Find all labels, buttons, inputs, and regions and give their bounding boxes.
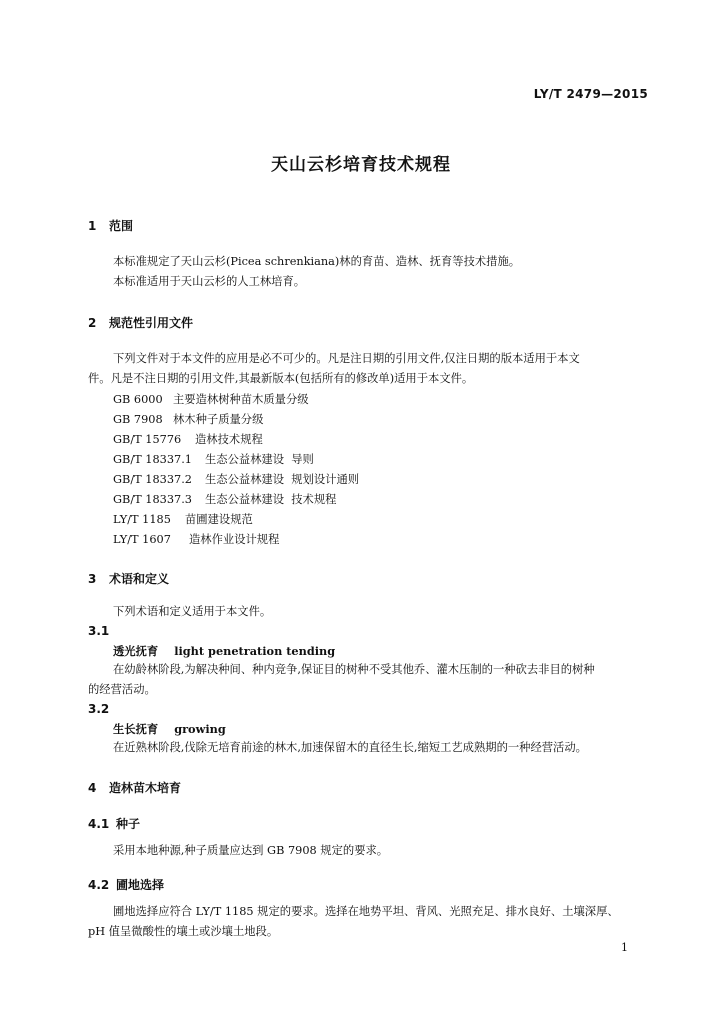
reference-title: 生态公益林建设 导则 [205, 453, 314, 466]
reference-item [113, 471, 359, 487]
paragraph: 件。凡是不注日期的引用文件,其最新版本(包括所有的修改单)适用于本文件。 [88, 372, 474, 385]
term-name-en: growing [174, 722, 226, 736]
subsection-title: 圃地选择 [116, 878, 165, 892]
term-definition: 在幼龄林阶段,为解决种间、种内竞争,保证目的树种不受其他乔、灌木压制的一种砍去非目的树种 [113, 663, 595, 676]
term-name-en: light penetration tending [174, 644, 336, 658]
reference-item [113, 451, 314, 467]
term-name-zh: 生长抚育 [113, 722, 159, 736]
term-name [113, 643, 335, 659]
subsection-title: 种子 [116, 817, 141, 831]
paragraph: 采用本地种源,种子质量应达到 GB 7908 规定的要求。 [113, 844, 389, 857]
section-4-heading [88, 779, 181, 796]
term-definition: 在近熟林阶段,伐除无培育前途的林木,加速保留木的直径生长,缩短工艺成熟期的一种经营活动。 [113, 741, 587, 754]
section-number: 4 [88, 781, 97, 795]
section-number: 3 [88, 572, 97, 586]
section-2-heading [88, 314, 193, 331]
term-number: 3.1 [88, 624, 110, 638]
section-number: 2 [88, 316, 97, 330]
term-name-zh: 透光抚育 [113, 644, 159, 658]
paragraph: 下列文件对于本文件的应用是必不可少的。凡是注日期的引用文件,仅注日期的版本适用于本文 [113, 352, 580, 365]
section-3-heading [88, 570, 169, 587]
section-number: 1 [88, 219, 97, 233]
reference-code: GB/T 18337.2 [113, 473, 192, 486]
reference-title: 苗圃建设规范 [185, 513, 253, 526]
reference-title: 造林作业设计规程 [189, 533, 280, 546]
reference-title: 生态公益林建设 规划设计通则 [205, 473, 360, 486]
reference-item [113, 511, 253, 527]
document-title: 天山云杉培育技术规程 [271, 155, 451, 175]
reference-title: 造林技术规程 [195, 433, 263, 446]
reference-code: GB/T 15776 [113, 433, 182, 446]
reference-item [113, 491, 336, 507]
subsection-number: 4.2 [88, 878, 110, 892]
standard-code: LY/T 2479—2015 [533, 87, 648, 101]
reference-code: GB 7908 [113, 413, 163, 426]
section-title: 规范性引用文件 [109, 316, 194, 330]
paragraph: 下列术语和定义适用于本文件。 [113, 605, 272, 618]
reference-title: 林木种子质量分级 [173, 413, 264, 426]
page-number: 1 [621, 941, 628, 954]
paragraph: 本标准适用于天山云杉的人工林培育。 [113, 275, 306, 288]
term-number: 3.2 [88, 702, 110, 716]
reference-item [113, 411, 263, 427]
subsection-4-1-heading [88, 815, 140, 832]
section-title: 造林苗木培育 [109, 781, 182, 795]
reference-item [113, 391, 309, 407]
section-1-heading [88, 217, 133, 234]
subsection-4-2-heading [88, 876, 164, 893]
reference-code: GB/T 18337.1 [113, 453, 192, 466]
paragraph: 圃地选择应符合 LY/T 1185 规定的要求。选择在地势平坦、背风、光照充足、排水良好、土壤深厚、 [113, 905, 619, 918]
section-title: 范围 [109, 219, 134, 233]
paragraph: pH 值呈微酸性的壤土或沙壤土地段。 [88, 925, 279, 938]
reference-item [113, 531, 279, 547]
term-definition: 的经营活动。 [88, 683, 156, 696]
subsection-number: 4.1 [88, 817, 110, 831]
term-name [113, 721, 226, 737]
paragraph: 本标准规定了天山云杉(Picea schrenkiana)林的育苗、造林、抚育等技术措施。 [113, 255, 521, 268]
reference-title: 主要造林树种苗木质量分级 [173, 393, 309, 406]
reference-item [113, 431, 263, 447]
reference-title: 生态公益林建设 技术规程 [205, 493, 337, 506]
section-title: 术语和定义 [109, 572, 170, 586]
reference-code: LY/T 1607 [113, 533, 171, 546]
reference-code: GB/T 18337.3 [113, 493, 192, 506]
reference-code: LY/T 1185 [113, 513, 171, 526]
reference-code: GB 6000 [113, 393, 163, 406]
